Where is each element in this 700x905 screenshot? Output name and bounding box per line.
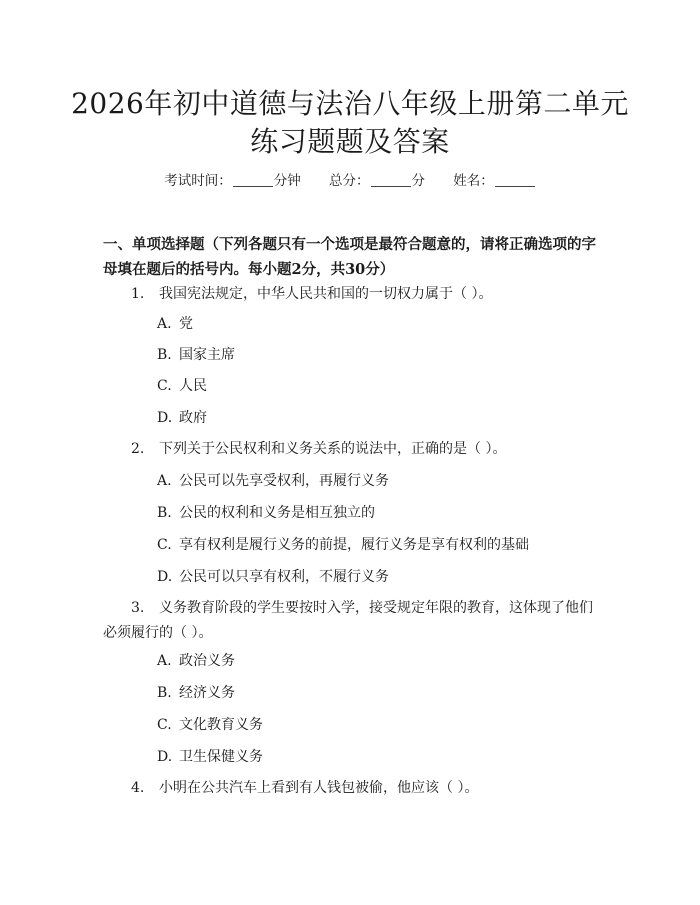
total-score bbox=[329, 169, 425, 189]
name-blank bbox=[495, 174, 535, 187]
option-letter: B. bbox=[157, 685, 172, 701]
q1-option-d bbox=[157, 408, 207, 428]
option-letter: D. bbox=[157, 410, 173, 426]
q3-option-d bbox=[157, 747, 263, 767]
option-letter: A. bbox=[157, 653, 172, 669]
q3-option-b bbox=[157, 683, 235, 703]
question-number: 3. bbox=[131, 600, 145, 616]
score-label: 总分： bbox=[329, 173, 370, 189]
question-text: 义务教育阶段的学生要按时入学，接受规定年限的教育，这体现了他们必须履行的（ ）。 bbox=[103, 600, 593, 641]
option-letter: B. bbox=[157, 505, 172, 521]
document-title-line2: 练习题题及答案 bbox=[250, 125, 450, 158]
q2-option-c bbox=[157, 535, 529, 555]
option-letter: A. bbox=[157, 473, 172, 489]
option-letter: C. bbox=[157, 537, 172, 553]
question-2 bbox=[131, 437, 506, 462]
time-blank bbox=[233, 174, 273, 187]
question-4 bbox=[131, 776, 478, 801]
time-label: 考试时间： bbox=[164, 173, 232, 189]
q2-option-a bbox=[157, 471, 389, 491]
option-text: 政治义务 bbox=[179, 653, 235, 669]
q1-option-a bbox=[157, 314, 193, 334]
option-letter: D. bbox=[157, 569, 173, 585]
q2-option-b bbox=[157, 503, 375, 523]
question-number: 4. bbox=[131, 780, 145, 796]
option-text: 公民可以先享受权利，再履行义务 bbox=[179, 473, 389, 489]
q1-option-b bbox=[157, 345, 235, 365]
question-text: 我国宪法规定，中华人民共和国的一切权力属于（ ）。 bbox=[159, 286, 493, 302]
time-unit: 分钟 bbox=[273, 173, 301, 189]
option-text: 享有权利是履行义务的前提，履行义务是享有权利的基础 bbox=[179, 537, 529, 553]
option-text: 卫生保健义务 bbox=[179, 749, 263, 765]
question-1 bbox=[131, 282, 492, 307]
option-letter: A. bbox=[157, 316, 172, 332]
question-text: 下列关于公民权利和义务关系的说法中，正确的是（ ）。 bbox=[159, 441, 507, 457]
document-title-line1: 2026年初中道德与法治八年级上册第二单元 bbox=[71, 87, 629, 120]
score-unit: 分 bbox=[411, 173, 425, 189]
q2-option-d bbox=[157, 567, 389, 587]
exam-time bbox=[164, 169, 301, 189]
option-letter: C. bbox=[157, 378, 172, 394]
q3-option-c bbox=[157, 715, 263, 735]
name-label: 姓名： bbox=[453, 173, 494, 189]
option-text: 经济义务 bbox=[179, 685, 235, 701]
question-3 bbox=[103, 596, 603, 646]
option-text: 国家主席 bbox=[179, 347, 235, 363]
q1-option-c bbox=[157, 376, 207, 396]
score-blank bbox=[371, 174, 411, 187]
option-letter: C. bbox=[157, 717, 172, 733]
section-heading: 一、单项选择题（下列各题只有一个选项是最符合题意的，请将正确选项的字母填在题后的括号内。每小题2分，共30分） bbox=[103, 236, 596, 278]
option-letter: D. bbox=[157, 749, 173, 765]
question-number: 2. bbox=[131, 441, 145, 457]
option-text: 公民的权利和义务是相互独立的 bbox=[179, 505, 375, 521]
option-text: 政府 bbox=[179, 410, 207, 426]
option-text: 党 bbox=[179, 316, 193, 332]
exam-info-line bbox=[0, 169, 700, 189]
option-text: 文化教育义务 bbox=[179, 717, 263, 733]
option-text: 人民 bbox=[179, 378, 207, 394]
option-text: 公民可以只享有权利，不履行义务 bbox=[179, 569, 389, 585]
question-number: 1. bbox=[131, 286, 145, 302]
option-letter: B. bbox=[157, 347, 172, 363]
student-name bbox=[453, 169, 536, 189]
question-text: 小明在公共汽车上看到有人钱包被偷，他应该（ ）。 bbox=[159, 780, 479, 796]
q3-option-a bbox=[157, 651, 235, 671]
